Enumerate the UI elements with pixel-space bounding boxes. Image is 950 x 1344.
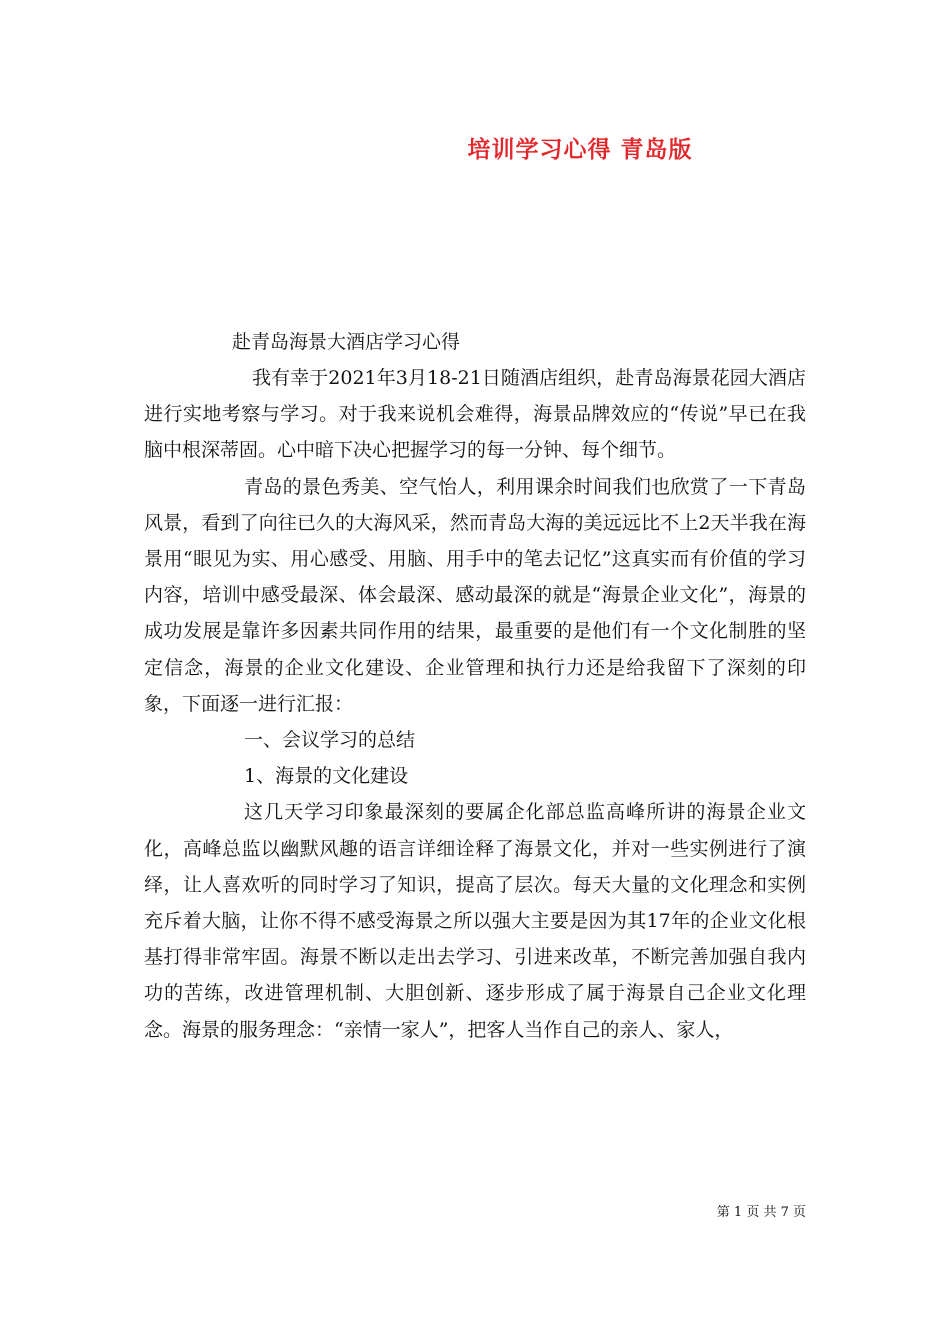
section-heading: 一、会议学习的总结 <box>244 729 416 752</box>
document-body <box>144 360 806 1048</box>
document-title: 培训学习心得 青岛版 <box>467 137 693 163</box>
page-number: 第 1 页 共 7 页 <box>716 1205 806 1220</box>
paragraph: 青岛的景色秀美、空气怡人，利用课余时间我们也欣赏了一下青岛风景，看到了向往已久的大海风采，然而青岛大海的美远远比不上2天半我在海景用“眼见为实、用心感受、用脑、用手中的笔去记忆”这真实而有价值的学习内容，培训中感受最深、体会最深、感动最深的就是“海景企业文化”，海景的成功发展是靠许多因素共同作用的结果，最重要的是他们有一个文化制胜的坚定信念，海景的企业文化建设、企业管理和执行力还是给我留下了深刻的印象，下面逐一进行汇报： <box>144 475 806 715</box>
subsection-heading: 1、海景的文化建设 <box>244 765 409 788</box>
document-subtitle: 赴青岛海景大酒店学习心得 <box>232 331 461 353</box>
paragraph: 我有幸于2021年3月18-21日随酒店组织，赴青岛海景花园大酒店进行实地考察与学习。对于我来说机会难得，海景品牌效应的“传说”早已在我脑中根深蒂固。心中暗下决心把握学习的每一分钟、每个细节。 <box>144 367 806 462</box>
paragraph: 这几天学习印象最深刻的要属企化部总监高峰所讲的海景企业文化，高峰总监以幽默风趣的语言详细诠释了海景文化，并对一些实例进行了演绎，让人喜欢听的同时学习了知识，提高了层次。每天大量的文化理念和实例充斥着大脑，让你不得不感受海景之所以强大主要是因为其17年的企业文化根基打得非常牢固。海景不断以走出去学习、引进来改革，不断完善加强自我内功的苦练，改进管理机制、大胆创新、逐步形成了属于海景自己企业文化理念。海景的服务理念：“亲情一家人”，把客人当作自己的亲人、家人， <box>144 801 806 1041</box>
